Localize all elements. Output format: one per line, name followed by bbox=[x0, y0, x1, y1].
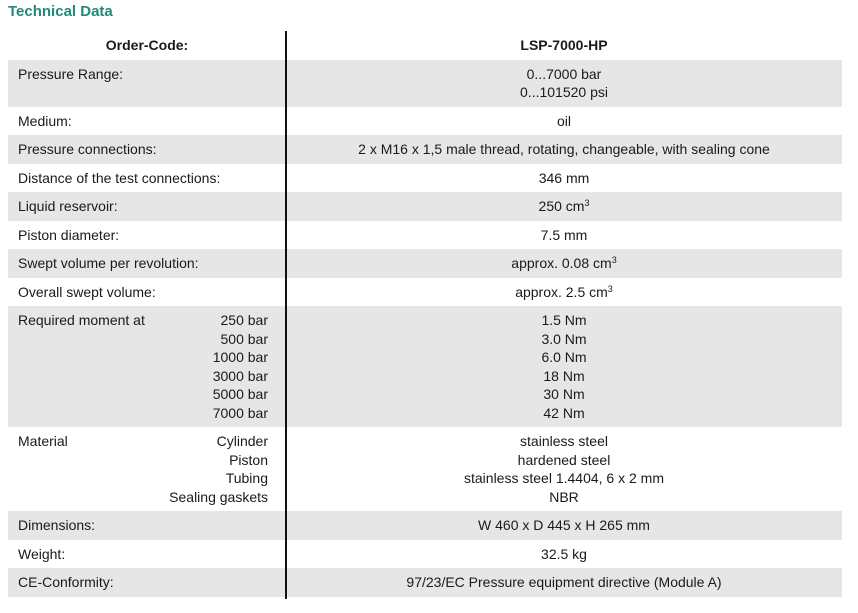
swept-volume-rev-value: approx. 0.08 cm bbox=[511, 255, 612, 271]
row-label: Dimensions: bbox=[18, 517, 96, 533]
moment-value: 30 Nm bbox=[543, 386, 585, 402]
table-header-row bbox=[8, 31, 842, 60]
column-divider bbox=[285, 31, 287, 599]
row-value bbox=[286, 192, 842, 221]
row-label: Liquid reservoir: bbox=[18, 198, 118, 214]
moment-pressure: 1000 bar bbox=[212, 349, 268, 365]
table-row-moment bbox=[8, 306, 842, 427]
moment-value: 6.0 Nm bbox=[541, 349, 587, 365]
row-value: W 460 x D 445 x H 265 mm bbox=[478, 517, 650, 533]
row-label: Distance of the test connections: bbox=[18, 169, 221, 186]
moment-pressure: 5000 bar bbox=[212, 386, 268, 402]
pressure-range-psi: 0...101520 psi bbox=[520, 84, 608, 100]
material-part: Sealing gaskets bbox=[169, 488, 268, 505]
table-row-material bbox=[8, 427, 842, 511]
moment-value: 1.5 Nm bbox=[541, 312, 587, 328]
table-row-piston-diameter bbox=[8, 221, 842, 250]
row-label: Piston diameter: bbox=[18, 226, 120, 243]
material-part: Piston bbox=[229, 451, 268, 468]
row-label: Overall swept volume: bbox=[18, 283, 156, 300]
moment-label: Required moment at bbox=[18, 312, 145, 328]
overall-swept-value: approx. 2.5 cm bbox=[515, 283, 608, 300]
table-row-overall-swept bbox=[8, 278, 842, 307]
row-value: 32.5 kg bbox=[541, 545, 587, 562]
row-label: Swept volume per revolution: bbox=[18, 255, 199, 271]
row-value: oil bbox=[556, 112, 571, 129]
order-code-label: Order-Code: bbox=[105, 37, 189, 53]
moment-pressures bbox=[213, 311, 268, 422]
material-part: Tubing bbox=[225, 470, 268, 486]
row-label: Medium: bbox=[18, 112, 72, 129]
material-value: stainless steel 1.4404, 6 x 2 mm bbox=[464, 470, 664, 486]
row-label: Pressure connections: bbox=[18, 141, 157, 157]
row-label bbox=[8, 427, 286, 511]
page-title: Technical Data bbox=[8, 3, 113, 20]
moment-pressure: 3000 bar bbox=[212, 367, 268, 384]
row-value bbox=[286, 306, 842, 427]
unit-superscript: 3 bbox=[607, 283, 613, 294]
row-value bbox=[286, 278, 842, 307]
moment-value: 42 Nm bbox=[543, 404, 585, 421]
material-value: stainless steel bbox=[520, 433, 608, 449]
material-value: NBR bbox=[549, 488, 579, 505]
row-value: 97/23/EC Pressure equipment directive (Module A) bbox=[406, 574, 722, 590]
moment-value: 3.0 Nm bbox=[541, 330, 587, 347]
pressure-range-bar: 0...7000 bar bbox=[526, 65, 602, 82]
moment-value: 18 Nm bbox=[543, 367, 585, 384]
table-row-swept-volume-rev bbox=[8, 249, 842, 278]
material-value: hardened steel bbox=[517, 451, 611, 468]
material-label: Material bbox=[18, 433, 68, 449]
table-row-pressure-range bbox=[8, 60, 842, 107]
reservoir-value: 250 cm bbox=[538, 198, 585, 214]
unit-superscript: 3 bbox=[611, 255, 617, 265]
row-label: Weight: bbox=[18, 545, 66, 562]
row-value: 2 x M16 x 1,5 male thread, rotating, changeable, with sealing cone bbox=[358, 141, 770, 157]
technical-data-table bbox=[8, 31, 842, 597]
row-label: CE-Conformity: bbox=[18, 574, 114, 590]
unit-superscript: 3 bbox=[584, 198, 590, 208]
row-value: 7.5 mm bbox=[540, 226, 588, 243]
order-code-value: LSP-7000-HP bbox=[520, 37, 608, 53]
table-row-dimensions bbox=[8, 511, 842, 540]
moment-pressure: 7000 bar bbox=[212, 404, 268, 421]
moment-pressure: 500 bar bbox=[220, 330, 268, 347]
moment-pressure: 250 bar bbox=[220, 312, 268, 328]
table-row-weight bbox=[8, 540, 842, 569]
table-row-ce-conformity bbox=[8, 568, 842, 597]
row-value bbox=[286, 60, 842, 107]
row-label bbox=[8, 306, 286, 427]
table-row-reservoir bbox=[8, 192, 842, 221]
row-value bbox=[286, 427, 842, 511]
table-row-distance bbox=[8, 164, 842, 193]
material-part: Cylinder bbox=[216, 433, 268, 449]
table-row-pressure-connections bbox=[8, 135, 842, 164]
material-parts bbox=[169, 432, 268, 506]
row-value: 346 mm bbox=[538, 169, 590, 186]
row-label: Pressure Range: bbox=[18, 65, 124, 82]
row-value bbox=[286, 249, 842, 278]
table-row-medium bbox=[8, 107, 842, 136]
